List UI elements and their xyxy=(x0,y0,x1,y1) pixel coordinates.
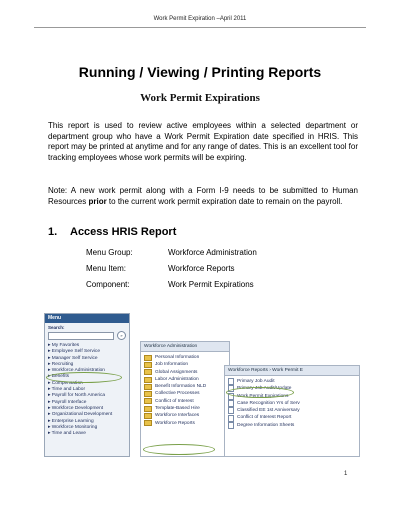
folder-label: Benefit Information NLD xyxy=(155,384,207,390)
report-label: Conflict of Interest Report xyxy=(237,415,292,421)
report-list xyxy=(225,376,359,431)
folder-label: Personal Information xyxy=(155,355,200,360)
report-item[interactable] xyxy=(228,422,356,429)
folder-label: Conflict of Interest xyxy=(155,398,194,404)
note-paragraph xyxy=(48,186,358,207)
folder-item[interactable] xyxy=(144,390,226,397)
info-label: Component: xyxy=(86,280,130,289)
search-input[interactable] xyxy=(48,332,114,340)
menu-item[interactable]: ▸ Workforce Monitoring xyxy=(48,424,98,430)
folder-icon xyxy=(144,384,152,390)
document-icon xyxy=(228,415,234,422)
folder-icon xyxy=(144,420,152,426)
section-title: Access HRIS Report xyxy=(70,226,177,238)
note-text-end: to the current work permit expiration date to remain on the payroll. xyxy=(106,196,343,206)
menu-title: Menu xyxy=(45,314,129,323)
running-header: Work Permit Expiration –April 2011 xyxy=(153,16,247,22)
menu-item[interactable]: ▸ Payroll Interface xyxy=(48,399,87,405)
report-item[interactable] xyxy=(228,400,356,407)
info-label: Menu Group: xyxy=(86,248,133,257)
folder-icon xyxy=(144,391,152,397)
info-value: Workforce Administration xyxy=(168,248,257,257)
access-info xyxy=(86,248,257,296)
menu-item[interactable]: ▸ Benefits xyxy=(48,374,70,380)
folder-icon xyxy=(144,406,152,412)
folder-label: Workforce Reports xyxy=(155,420,195,426)
menu-panel xyxy=(44,313,130,457)
highlight-circle-workforce-reports xyxy=(143,444,215,455)
folder-label: Labor Administration xyxy=(155,376,199,382)
report-label: Work Permit Expirations xyxy=(237,393,289,399)
report-item[interactable] xyxy=(228,407,356,414)
menu-item[interactable]: ▸ My Favorites xyxy=(48,343,80,348)
menu-item[interactable]: ▸ Time and Labor xyxy=(48,387,86,393)
folder-item[interactable] xyxy=(144,354,226,361)
page-subtitle: Work Permit Expirations xyxy=(140,92,260,104)
folder-item[interactable] xyxy=(144,361,226,368)
menu-item[interactable]: ▸ Recruiting xyxy=(48,361,74,367)
menu-item[interactable]: ▸ Employee Self Service xyxy=(48,349,100,355)
highlight-circle-work-permit-expirations xyxy=(226,387,294,398)
document-icon xyxy=(228,407,234,414)
menu-list xyxy=(45,341,129,437)
folder-item[interactable] xyxy=(144,369,226,376)
note-text-bold: prior xyxy=(88,196,107,206)
menu-item[interactable]: ▸ Workforce Development xyxy=(48,405,104,411)
search-row xyxy=(45,330,129,341)
workforce-administration-panel xyxy=(140,341,230,457)
folder-item[interactable] xyxy=(144,412,226,419)
info-row-menu-group xyxy=(86,248,257,264)
panel-header: Workforce Reports › Work Permit E xyxy=(225,366,359,376)
page-number: 1 xyxy=(344,471,348,477)
header-rule xyxy=(34,27,366,28)
folder-list xyxy=(141,352,229,429)
folder-label: Template-Based Hire xyxy=(155,406,200,412)
folder-item[interactable] xyxy=(144,376,226,383)
folder-icon xyxy=(144,362,152,368)
section-heading xyxy=(48,226,176,238)
info-label: Menu Item: xyxy=(86,264,127,273)
info-row-menu-item xyxy=(86,264,257,280)
intro-paragraph: This report is used to review active employees within a selected department or department group who have a Work Permit Expiration date specified in HRIS. This report may be printed at anytime and for any range of dates. This is an excellent tool for tracking employees whose work permits will be expiring. xyxy=(48,121,358,162)
search-go-icon[interactable]: » xyxy=(117,331,126,340)
report-label: Case Recognition Yrs of Serv xyxy=(237,400,300,406)
section-number: 1. xyxy=(48,226,58,238)
folder-item[interactable] xyxy=(144,405,226,412)
navigation-screenshot xyxy=(44,313,360,457)
document-icon xyxy=(228,378,234,385)
folder-label: Collective Processes xyxy=(155,391,200,397)
menu-item[interactable]: ▸ Enterprise Learning xyxy=(48,418,94,424)
info-value: Work Permit Expirations xyxy=(168,280,254,289)
folder-icon xyxy=(144,398,152,404)
info-row-component xyxy=(86,280,257,296)
folder-icon xyxy=(144,355,152,361)
menu-item[interactable]: ▸ Time and Leave xyxy=(48,431,86,437)
folder-label: Global Assignments xyxy=(155,369,198,375)
folder-item-workforce-reports[interactable] xyxy=(144,420,226,427)
search-label: Search: xyxy=(48,325,65,330)
menu-item[interactable]: ▸ Organizational Development xyxy=(48,412,113,418)
menu-item-workforce-administration[interactable]: ▸ Workforce Administration xyxy=(48,368,105,374)
note-text-start: Note: A new work permit along with a Form I-9 needs to be submitted to Human Resources xyxy=(48,186,358,206)
report-label: Primary Job Audit/Update xyxy=(237,386,292,392)
report-label: Degree Information Sheets xyxy=(237,422,295,428)
report-label: Primary Job Audit xyxy=(237,379,275,384)
info-value: Workforce Reports xyxy=(168,264,235,273)
menu-item[interactable]: ▸ Payroll for North America xyxy=(48,393,106,399)
folder-icon xyxy=(144,413,152,419)
report-label: Classified EE 1st Anniversary xyxy=(237,408,300,414)
document-icon xyxy=(228,400,234,407)
workforce-reports-panel xyxy=(224,365,360,457)
highlight-circle-workforce-administration xyxy=(46,372,122,383)
report-item[interactable] xyxy=(228,378,356,385)
page-title: Running / Viewing / Printing Reports xyxy=(78,64,322,80)
folder-icon xyxy=(144,377,152,383)
folder-icon xyxy=(144,369,152,375)
folder-item[interactable] xyxy=(144,383,226,390)
document-icon xyxy=(228,422,234,429)
folder-label: Workforce Interfaces xyxy=(155,413,200,419)
folder-label: Job Information xyxy=(155,362,189,368)
panel-header: Workforce Administration xyxy=(141,342,229,352)
folder-item[interactable] xyxy=(144,398,226,405)
menu-item[interactable]: ▸ Compensation xyxy=(48,380,83,386)
report-item[interactable] xyxy=(228,414,356,421)
menu-item[interactable]: ▸ Manager Self Service xyxy=(48,355,98,361)
